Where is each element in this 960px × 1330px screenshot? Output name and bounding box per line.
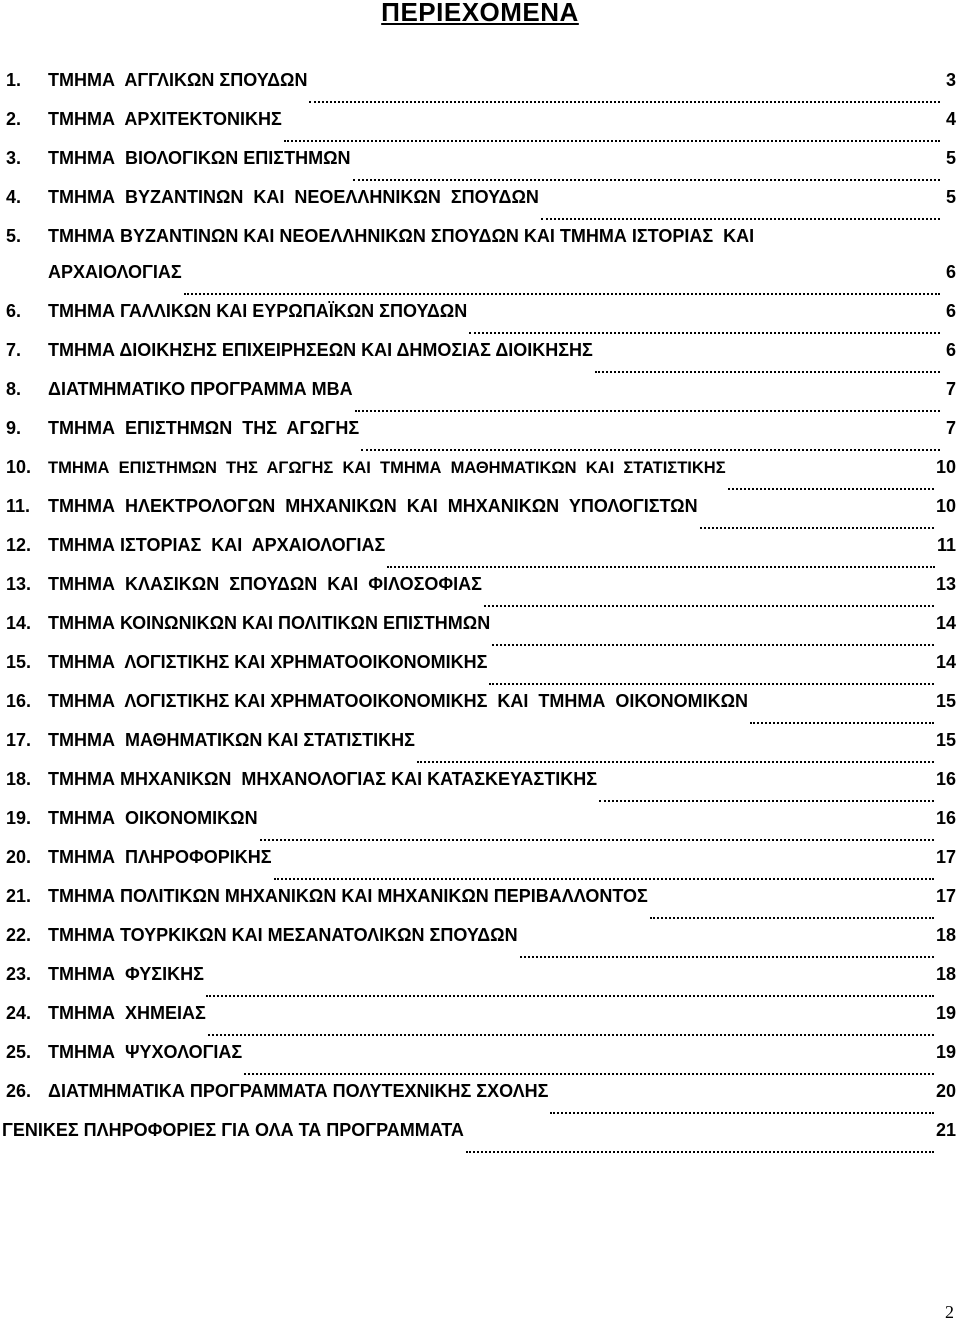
- toc-entry-page: 14: [935, 613, 956, 633]
- toc-entry-number: 13.: [6, 574, 32, 594]
- toc-entry-label: ΤΜΗΜΑ ΛΟΓΙΣΤΙΚΗΣ ΚΑΙ ΧΡΗΜΑΤΟΟΙΚΟΝΟΜΙΚΗΣ: [48, 652, 488, 672]
- toc-entry-label: ΓΕΝΙΚΕΣ ΠΛΗΡΟΦΟΡΙΕΣ ΓΙΑ ΟΛΑ ΤΑ ΠΡΟΓΡΑΜΜΑΤΑ: [2, 1120, 464, 1140]
- dot-leader: [284, 139, 940, 142]
- toc-entry-label: ΤΜΗΜΑ ΦΥΣΙΚΗΣ: [48, 964, 204, 984]
- dot-leader: [361, 448, 940, 451]
- toc-entry-label: ΤΜΗΜΑ ΑΓΓΛΙΚΩΝ ΣΠΟΥΔΩΝ: [48, 70, 308, 90]
- toc-entry-number: 12.: [6, 535, 32, 555]
- toc-entry-page: 10: [935, 457, 956, 477]
- toc-entry-page: 20: [935, 1081, 956, 1101]
- toc-entry-page: 11: [936, 535, 956, 555]
- dot-leader: [353, 178, 940, 181]
- toc-entry-label: ΤΜΗΜΑ ΚΟΙΝΩΝΙΚΩΝ ΚΑΙ ΠΟΛΙΤΙΚΩΝ ΕΠΙΣΤΗΜΩΝ: [48, 613, 491, 633]
- toc-entry-number: 5.: [6, 226, 22, 246]
- toc-entry-number: 23.: [6, 964, 32, 984]
- dot-leader: [700, 526, 934, 529]
- toc-entry-label: ΤΜΗΜΑ ΛΟΓΙΣΤΙΚΗΣ ΚΑΙ ΧΡΗΜΑΤΟΟΙΚΟΝΟΜΙΚΗΣ ΚΑΙ ΤΜΗΜΑ ΟΙΚΟΝΟΜΙΚΩΝ: [48, 691, 748, 711]
- toc-entry-page: 5: [945, 187, 956, 207]
- toc-entry[interactable]: [6, 964, 956, 1003]
- toc-entry-number: 18.: [6, 769, 32, 789]
- toc-entry-label: ΤΜΗΜΑ ΔΙΟΙΚΗΣΗΣ ΕΠΙΧΕΙΡΗΣΕΩΝ ΚΑΙ ΔΗΜΟΣΙΑΣ ΔΙΟΙΚΗΣΗΣ: [48, 340, 593, 360]
- toc-entry-page: 13: [935, 574, 956, 594]
- dot-leader: [541, 217, 940, 220]
- toc-entry-label: ΤΜΗΜΑ ΜΗΧΑΝΙΚΩΝ ΜΗΧΑΝΟΛΟΓΙΑΣ ΚΑΙ ΚΑΤΑΣΚΕΥΑΣΤΙΚΗΣ: [48, 769, 598, 789]
- dot-leader: [244, 1072, 934, 1075]
- toc-entry-label: ΤΜΗΜΑ ΕΠΙΣΤΗΜΩΝ ΤΗΣ ΑΓΩΓΗΣ: [48, 418, 360, 438]
- dot-leader: [309, 100, 940, 103]
- toc-entry-page: 3: [945, 70, 956, 90]
- dot-leader: [206, 994, 934, 997]
- toc-entry-page: 14: [935, 652, 956, 672]
- toc-entry[interactable]: [6, 1042, 956, 1081]
- toc-entry-label: ΤΜΗΜΑ ΠΛΗΡΟΦΟΡΙΚΗΣ: [48, 847, 272, 867]
- dot-leader: [260, 838, 934, 841]
- toc-entry[interactable]: [6, 535, 956, 574]
- toc-entry[interactable]: [6, 1003, 956, 1042]
- toc-entry[interactable]: [6, 691, 956, 730]
- toc-entry-page: 21: [935, 1120, 956, 1140]
- toc-entry-page: 16: [935, 769, 956, 789]
- toc-entry-general-info[interactable]: [2, 1120, 956, 1159]
- toc-entry-page: 16: [935, 808, 956, 828]
- toc-entry[interactable]: [6, 457, 956, 496]
- toc-entry[interactable]: [6, 574, 956, 613]
- toc-entry[interactable]: [6, 301, 956, 340]
- toc-entry-page: 5: [945, 148, 956, 168]
- dot-leader: [355, 409, 940, 412]
- toc-entry[interactable]: [6, 379, 956, 418]
- toc-entry-label: ΤΜΗΜΑ ΟΙΚΟΝΟΜΙΚΩΝ: [48, 808, 258, 828]
- dot-leader: [466, 1150, 934, 1153]
- toc-entry-label: ΤΜΗΜΑ ΒΥΖΑΝΤΙΝΩΝ ΚΑΙ ΝΕΟΕΛΛΗΝΙΚΩΝ ΣΠΟΥΔΩΝ ΚΑΙ ΤΜΗΜΑ ΙΣΤΟΡΙΑΣ ΚΑΙ: [48, 226, 755, 246]
- toc-entry-page: 17: [935, 847, 956, 867]
- toc-entry-number: 16.: [6, 691, 32, 711]
- toc-entry[interactable]: [6, 652, 956, 691]
- dot-leader: [550, 1111, 934, 1114]
- toc-entry[interactable]: [6, 808, 956, 847]
- toc-entry-number: 26.: [6, 1081, 32, 1101]
- dot-leader: [208, 1033, 934, 1036]
- toc-entry-label: ΤΜΗΜΑ ΧΗΜΕΙΑΣ: [48, 1003, 206, 1023]
- toc-entry-page: 10: [935, 496, 956, 516]
- toc-entry-page: 7: [945, 418, 956, 438]
- toc-entry[interactable]: [6, 496, 956, 535]
- toc-entry-label: ΤΜΗΜΑ ΠΟΛΙΤΙΚΩΝ ΜΗΧΑΝΙΚΩΝ ΚΑΙ ΜΗΧΑΝΙΚΩΝ ΠΕΡΙΒΑΛΛΟΝΤΟΣ: [48, 886, 648, 906]
- toc-entry-label: ΤΜΗΜΑ ΕΠΙΣΤΗΜΩΝ ΤΗΣ ΑΓΩΓΗΣ ΚΑΙ ΤΜΗΜΑ ΜΑΘΗΜΑΤΙΚΩΝ ΚΑΙ ΣΤΑΤΙΣΤΙΚΗΣ: [48, 459, 726, 477]
- toc-entry[interactable]: [6, 847, 956, 886]
- toc-entry-page: 18: [935, 925, 956, 945]
- toc-entry[interactable]: [6, 70, 956, 109]
- toc-entry-label: ΤΜΗΜΑ ΚΛΑΣΙΚΩΝ ΣΠΟΥΔΩΝ ΚΑΙ ΦΙΛΟΣΟΦΙΑΣ: [48, 574, 482, 594]
- dot-leader: [417, 760, 934, 763]
- dot-leader: [650, 916, 934, 919]
- toc-entry-number: 3.: [6, 148, 22, 168]
- dot-leader: [520, 955, 934, 958]
- toc-entry-number: 21.: [6, 886, 32, 906]
- page-number: 2: [945, 1302, 954, 1322]
- toc-entry-page: 6: [945, 301, 956, 321]
- toc-entry-page: 15: [935, 691, 956, 711]
- toc-entry-label: ΤΜΗΜΑ ΓΑΛΛΙΚΩΝ ΚΑΙ ΕΥΡΩΠΑΪΚΩΝ ΣΠΟΥΔΩΝ: [48, 301, 468, 321]
- toc-entry-page: 18: [935, 964, 956, 984]
- toc-entry-page: 7: [945, 379, 956, 399]
- toc-entry[interactable]: [6, 109, 956, 148]
- toc-entry-page: 17: [935, 886, 956, 906]
- toc-entry-page: 19: [935, 1042, 956, 1062]
- toc-entry[interactable]: [6, 769, 956, 808]
- toc-entry-page: 6: [945, 340, 956, 360]
- toc-entry[interactable]: [6, 226, 956, 301]
- dot-leader: [728, 487, 934, 490]
- toc-entry[interactable]: [6, 418, 956, 457]
- dot-leader: [184, 292, 940, 295]
- toc-entry-label: ΤΜΗΜΑ ΤΟΥΡΚΙΚΩΝ ΚΑΙ ΜΕΣΑΝΑΤΟΛΙΚΩΝ ΣΠΟΥΔΩΝ: [48, 925, 518, 945]
- page-title: ΠΕΡΙΕΧΟΜΕΝΑ: [381, 0, 579, 27]
- toc-entry[interactable]: [6, 613, 956, 652]
- toc-entry-number: 8.: [6, 379, 22, 399]
- dot-leader: [469, 331, 940, 334]
- toc-entry-number: 4.: [6, 187, 22, 207]
- toc-entry-label: ΔΙΑΤΜΗΜΑΤΙΚΑ ΠΡΟΓΡΑΜΜΑΤΑ ΠΟΛΥΤΕΧΝΙΚΗΣ ΣΧΟΛΗΣ: [48, 1081, 549, 1101]
- toc-entry-number: 7.: [6, 340, 22, 360]
- toc-entry-number: 15.: [6, 652, 32, 672]
- toc-entry-label: ΤΜΗΜΑ ΒΥΖΑΝΤΙΝΩΝ ΚΑΙ ΝΕΟΕΛΛΗΝΙΚΩΝ ΣΠΟΥΔΩΝ: [48, 187, 539, 207]
- toc-entry-number: 17.: [6, 730, 32, 750]
- toc-entry-label: ΤΜΗΜΑ ΒΙΟΛΟΓΙΚΩΝ ΕΠΙΣΤΗΜΩΝ: [48, 148, 351, 168]
- dot-leader: [599, 799, 934, 802]
- dot-leader: [387, 565, 935, 568]
- toc-entry-number: 10.: [6, 457, 32, 477]
- toc-entry[interactable]: [6, 148, 956, 187]
- toc-entry[interactable]: [6, 886, 956, 925]
- dot-leader: [484, 604, 934, 607]
- toc-entry-page: 6: [945, 262, 956, 282]
- toc-entry-label: ΤΜΗΜΑ ΑΡΧΙΤΕΚΤΟΝΙΚΗΣ: [48, 109, 282, 129]
- toc-entry-label: ΤΜΗΜΑ ΗΛΕΚΤΡΟΛΟΓΩΝ ΜΗΧΑΝΙΚΩΝ ΚΑΙ ΜΗΧΑΝΙΚΩΝ ΥΠΟΛΟΓΙΣΤΩΝ: [48, 496, 698, 516]
- toc-entry-label: ΤΜΗΜΑ ΙΣΤΟΡΙΑΣ ΚΑΙ ΑΡΧΑΙΟΛΟΓΙΑΣ: [48, 535, 386, 555]
- toc-entry-number: 9.: [6, 418, 22, 438]
- toc-entry-page: 19: [935, 1003, 956, 1023]
- dot-leader: [492, 643, 934, 646]
- toc-entry-label-continued: ΑΡΧΑΙΟΛΟΓΙΑΣ: [48, 262, 182, 282]
- toc-entry-label: ΔΙΑΤΜΗΜΑΤΙΚΟ ΠΡΟΓΡΑΜΜΑ MBA: [48, 379, 353, 399]
- toc-entry-page: 15: [935, 730, 956, 750]
- toc-entry[interactable]: [6, 1081, 956, 1120]
- toc-entry-number: 11.: [6, 496, 31, 516]
- toc-entry[interactable]: [6, 925, 956, 964]
- toc-entry[interactable]: [6, 730, 956, 769]
- toc-entry-number: 19.: [6, 808, 32, 828]
- dot-leader: [750, 721, 934, 724]
- dot-leader: [489, 682, 934, 685]
- dot-leader: [274, 877, 934, 880]
- toc-entry-label: ΤΜΗΜΑ ΨΥΧΟΛΟΓΙΑΣ: [48, 1042, 243, 1062]
- dot-leader: [595, 370, 940, 373]
- toc-entry-number: 6.: [6, 301, 22, 321]
- toc-entry[interactable]: [6, 340, 956, 379]
- toc-entry-number: 25.: [6, 1042, 32, 1062]
- toc-entry[interactable]: [6, 187, 956, 226]
- toc-entry-number: 2.: [6, 109, 22, 129]
- toc-entry-number: 14.: [6, 613, 32, 633]
- toc-entry-page: 4: [945, 109, 956, 129]
- toc-entry-label: ΤΜΗΜΑ ΜΑΘΗΜΑΤΙΚΩΝ ΚΑΙ ΣΤΑΤΙΣΤΙΚΗΣ: [48, 730, 415, 750]
- toc-entry-number: 24.: [6, 1003, 32, 1023]
- table-of-contents: [2, 70, 956, 1159]
- toc-entry-number: 20.: [6, 847, 32, 867]
- toc-entry-number: 1.: [6, 70, 22, 90]
- toc-entry-number: 22.: [6, 925, 32, 945]
